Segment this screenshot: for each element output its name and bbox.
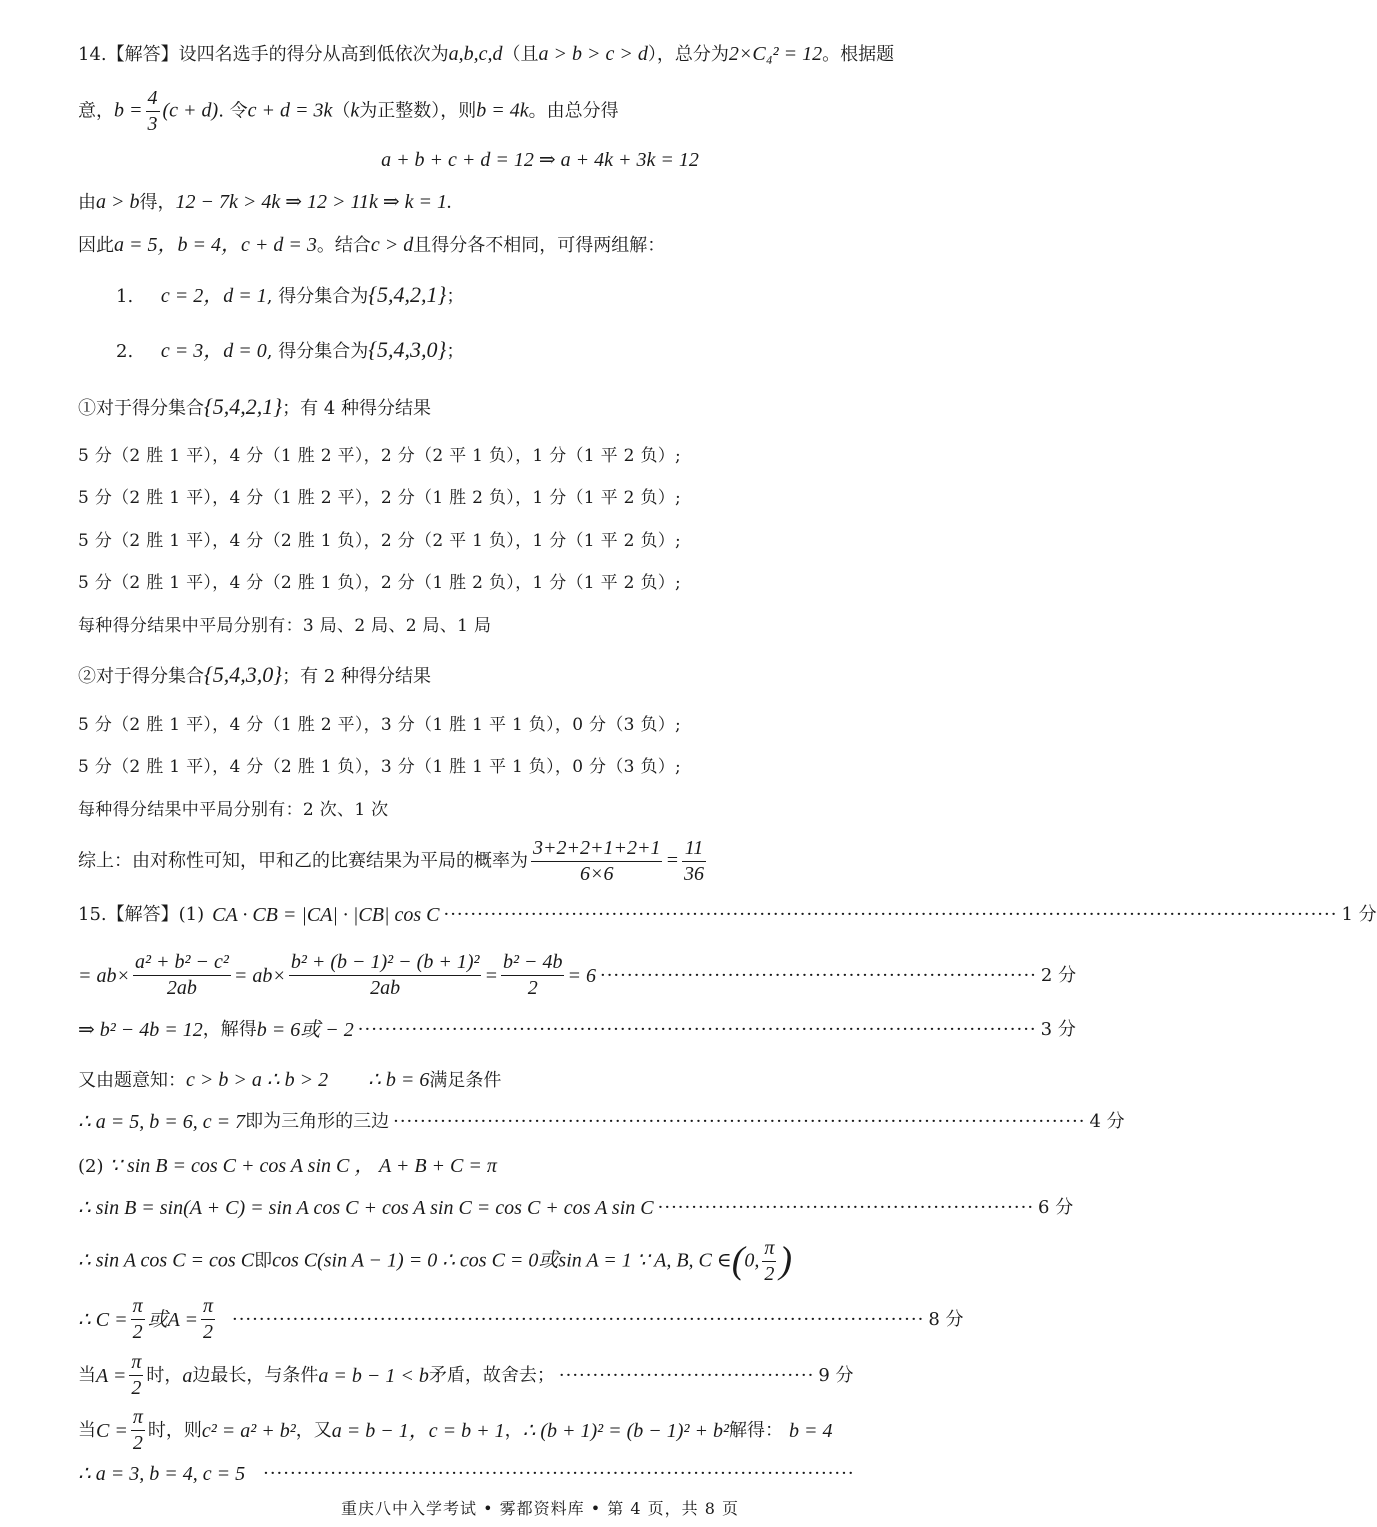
leader-dots: ·······································································································	[393, 1111, 1086, 1133]
math: a = b − 1，c = b + 1	[331, 1419, 505, 1442]
p14-case-1-head	[78, 394, 1020, 420]
p15-line-8	[78, 1236, 1020, 1287]
p15-line-6	[78, 1154, 1020, 1178]
fraction	[682, 836, 706, 887]
p14-line-3	[60, 148, 1020, 172]
score-mark: 2 分	[1040, 964, 1077, 986]
text: 15.【解答】(1)	[78, 904, 205, 926]
numerator: a² + b² − c²	[133, 950, 231, 976]
leader-dots: ······································	[558, 1364, 815, 1386]
p15-line-5	[78, 1110, 1125, 1134]
numerator: π	[762, 1236, 776, 1262]
math: b =	[114, 99, 143, 122]
p14-solution-1	[116, 282, 1020, 308]
math: 或A =	[147, 1308, 198, 1331]
math: a > b	[96, 191, 140, 213]
denominator: 2	[764, 1263, 775, 1285]
leader-dots: ························································································	[263, 1463, 855, 1485]
score-mark: 9 分	[818, 1364, 854, 1386]
fraction	[501, 950, 565, 1001]
math: {5,4,3,0}	[368, 337, 447, 362]
math: ∴ sin A cos C = cos C	[78, 1249, 255, 1272]
math: CA · CB = |CA| · |CB| cos C	[212, 904, 440, 926]
list-number: 1.	[116, 286, 134, 307]
math: a > b > c > d	[538, 43, 648, 65]
math: k	[350, 99, 360, 122]
p15-line-2	[78, 950, 1077, 1001]
p14-case-2-row: 5 分（2 胜 1 平），4 分（2 胜 1 负），3 分（1 胜 1 平 1 负），0 分（3 负）;	[78, 757, 682, 777]
p14-conclusion	[78, 836, 1020, 887]
p14-line-5	[78, 233, 1020, 257]
math: {5,4,2,1}	[204, 394, 283, 419]
math: b = 4	[788, 1419, 833, 1442]
math: a = b − 1 < b	[318, 1364, 429, 1387]
score-mark: 8 分	[928, 1308, 964, 1330]
text: ；	[446, 286, 465, 307]
leader-dots: ·····································································································	[357, 1019, 1037, 1041]
text: (2)	[78, 1156, 104, 1177]
p14-case-2-row: 5 分（2 胜 1 平），4 分（1 胜 2 平），3 分（1 胜 1 平 1 负），0 分（3 负）;	[78, 715, 682, 735]
fraction	[289, 950, 482, 1001]
text: 意，	[78, 100, 114, 122]
fraction	[762, 1236, 776, 1287]
numerator: b² + (b − 1)² − (b + 1)²	[289, 950, 482, 976]
math: = 6	[567, 964, 596, 987]
page-footer: 重庆八中入学考试 • 雾都资料库 • 第 4 页，共 8 页	[341, 1499, 739, 1518]
p14-line-2	[78, 86, 1020, 137]
numerator: π	[131, 1405, 145, 1431]
numerator: 4	[146, 86, 160, 112]
math: = ab×	[78, 964, 130, 987]
denominator: 2	[131, 1377, 142, 1399]
fraction	[146, 86, 160, 137]
p15-line-3	[78, 1018, 1076, 1042]
p14-case-2-head	[78, 662, 1020, 688]
text: ，	[504, 1419, 523, 1441]
text: . 令	[218, 100, 248, 122]
denominator: 2	[132, 1321, 143, 1343]
math: ∴ a = 3, b = 4, c = 5	[78, 1463, 246, 1485]
math: c = 3，d = 0	[160, 340, 267, 362]
text: ②对于得分集合	[78, 666, 204, 687]
math: {5,4,3,0}	[204, 662, 283, 687]
text: 为正整数），则	[359, 100, 477, 122]
score-mark: 3 分	[1040, 1019, 1076, 1041]
text: 。由总分得	[528, 100, 619, 122]
p14-line-1	[78, 42, 1020, 66]
text: 时，	[146, 1364, 183, 1386]
denominator: 2ab	[370, 977, 401, 999]
math: ⇒ b² − 4b = 12	[78, 1019, 203, 1041]
p14-case-1-row: 5 分（2 胜 1 平），4 分（1 胜 2 平），2 分（2 平 1 负），1 分（1 平 2 负）;	[78, 446, 682, 466]
text: 即为三角形的三边	[245, 1111, 390, 1133]
math: c + d = 3k	[247, 99, 333, 122]
text: 综上：由对称性可知，甲和乙的比赛结果为平局的概率为	[78, 850, 528, 872]
p14-case-2-summary: 每种得分结果中平局分别有：2 次、1 次	[78, 800, 389, 820]
text: ），总分为	[647, 44, 729, 65]
text: , 得分集合为	[266, 341, 369, 362]
math: = ab×	[233, 964, 286, 987]
denominator: 2	[527, 977, 538, 999]
leader-dots: ·······································································································	[231, 1308, 925, 1330]
p15-line-7	[78, 1196, 1074, 1220]
p14-case-1-row: 5 分（2 胜 1 平），4 分（2 胜 1 负），2 分（2 平 1 负），1 分（1 平 2 负）;	[78, 531, 682, 551]
math: (c + d)	[162, 99, 219, 122]
math: ∴ b = 6	[368, 1069, 430, 1091]
p15-line-12	[78, 1462, 855, 1486]
p15-line-9	[78, 1294, 964, 1345]
text: 边最长，与条件	[192, 1364, 319, 1386]
p15-line-1	[78, 903, 1377, 927]
text: （	[332, 100, 351, 122]
math: =	[665, 849, 679, 872]
text: ；有 2 种得分结果	[282, 666, 432, 687]
math: cos C(sin A − 1) = 0 ∴ cos C = 0或sin A = 1 ∵ A, B, C ∈	[272, 1249, 732, 1272]
math: ∴ sin B = sin(A + C) = sin A cos C + cos A sin C = cos C + cos A sin C	[78, 1197, 654, 1219]
math: b = 6或 − 2	[256, 1019, 354, 1041]
text: 当	[78, 1364, 96, 1386]
denominator: 2	[202, 1321, 213, 1343]
p14-line-4	[78, 190, 1020, 214]
text: 得，	[139, 192, 176, 213]
text: 由	[78, 192, 96, 213]
fraction	[131, 1294, 145, 1345]
math: ∴ (b + 1)² = (b − 1)² + b²	[522, 1419, 729, 1442]
text: 即	[254, 1250, 273, 1272]
math: ∴ a = 5, b = 6, c = 7	[78, 1111, 246, 1133]
math: (	[731, 1239, 745, 1282]
denominator: 2	[132, 1432, 143, 1454]
fraction	[531, 836, 662, 887]
fraction	[133, 950, 231, 1001]
math: =	[484, 964, 498, 987]
text: 解得：	[728, 1419, 783, 1441]
math: a + b + c + d = 12 ⇒ a + 4k + 3k = 12	[381, 149, 699, 171]
leader-dots: ·····································································································································	[443, 904, 1338, 926]
leader-dots: ························································	[657, 1197, 1035, 1219]
text: ，又	[295, 1419, 332, 1441]
math: c > b > a ∴ b > 2	[186, 1069, 329, 1091]
text: 满足条件	[429, 1070, 502, 1091]
p14-case-1-row: 5 分（2 胜 1 平），4 分（1 胜 2 平），2 分（1 胜 2 负），1 分（1 平 2 负）;	[78, 488, 682, 508]
score-mark: 6 分	[1038, 1197, 1074, 1219]
numerator: π	[201, 1294, 215, 1320]
text: ，解得	[202, 1019, 257, 1041]
text: 因此	[78, 235, 114, 256]
math: a = 5，b = 4，c + d = 3	[114, 234, 317, 256]
text: ①对于得分集合	[78, 398, 204, 419]
math: b = 4k	[476, 99, 529, 122]
text: 时，则	[147, 1419, 202, 1441]
math: c² = a² + b²	[201, 1419, 296, 1442]
fraction	[131, 1405, 145, 1456]
p15-line-10	[78, 1350, 854, 1401]
text: 且得分各不相同，可得两组解：	[413, 235, 666, 256]
math: ∵ sin B = cos C + cos A sin C ， A + B + C = π	[109, 1155, 497, 1177]
numerator: 11	[682, 836, 706, 862]
p14-case-1-summary: 每种得分结果中平局分别有：3 局、2 局、2 局、1 局	[78, 616, 492, 636]
math: a	[182, 1364, 193, 1387]
text: 。结合	[316, 235, 371, 256]
denominator: 36	[683, 863, 704, 885]
math: {5,4,2,1}	[368, 282, 447, 307]
numerator: 3+2+2+1+2+1	[531, 836, 662, 862]
math: )	[779, 1239, 793, 1282]
text: 当	[78, 1419, 96, 1441]
p14-solution-2	[116, 337, 1020, 363]
leader-dots: ·································································	[599, 964, 1037, 986]
p15-line-4	[78, 1068, 1020, 1092]
score-mark: 1 分	[1341, 904, 1377, 926]
text: ；	[446, 341, 465, 362]
list-number: 2.	[116, 341, 134, 362]
numerator: π	[131, 1294, 145, 1320]
text: ；有 4 种得分结果	[282, 398, 432, 419]
text: 14.【解答】设四名选手的得分从高到低依次为	[78, 44, 449, 65]
numerator: π	[129, 1350, 143, 1376]
math: 0,	[744, 1249, 760, 1272]
text: 又由题意知：	[78, 1070, 186, 1091]
text: , 得分集合为	[266, 286, 369, 307]
math: c = 2，d = 1	[160, 285, 267, 307]
math: c > d	[370, 234, 414, 256]
score-mark: 4 分	[1089, 1111, 1125, 1133]
fraction	[201, 1294, 215, 1345]
math: C =	[96, 1419, 128, 1442]
fraction	[129, 1350, 143, 1401]
text: （且	[502, 44, 539, 65]
math: A =	[96, 1364, 127, 1387]
p14-case-1-row: 5 分（2 胜 1 平），4 分（2 胜 1 负），2 分（1 胜 2 负），1 分（1 平 2 负）;	[78, 573, 682, 593]
denominator: 3	[147, 113, 158, 135]
denominator: 6×6	[579, 863, 614, 885]
math: a,b,c,d	[448, 43, 503, 65]
p15-line-11	[78, 1405, 1020, 1456]
numerator: b² − 4b	[501, 950, 565, 976]
math: 12 − 7k > 4k ⇒ 12 > 11k ⇒ k = 1.	[175, 191, 453, 213]
math: 2×C₄² = 12	[728, 43, 823, 65]
text: 。根据题	[822, 44, 895, 65]
denominator: 2ab	[166, 977, 197, 999]
text: 矛盾，故舍去；	[428, 1364, 555, 1386]
math: ∴ C =	[78, 1308, 128, 1331]
